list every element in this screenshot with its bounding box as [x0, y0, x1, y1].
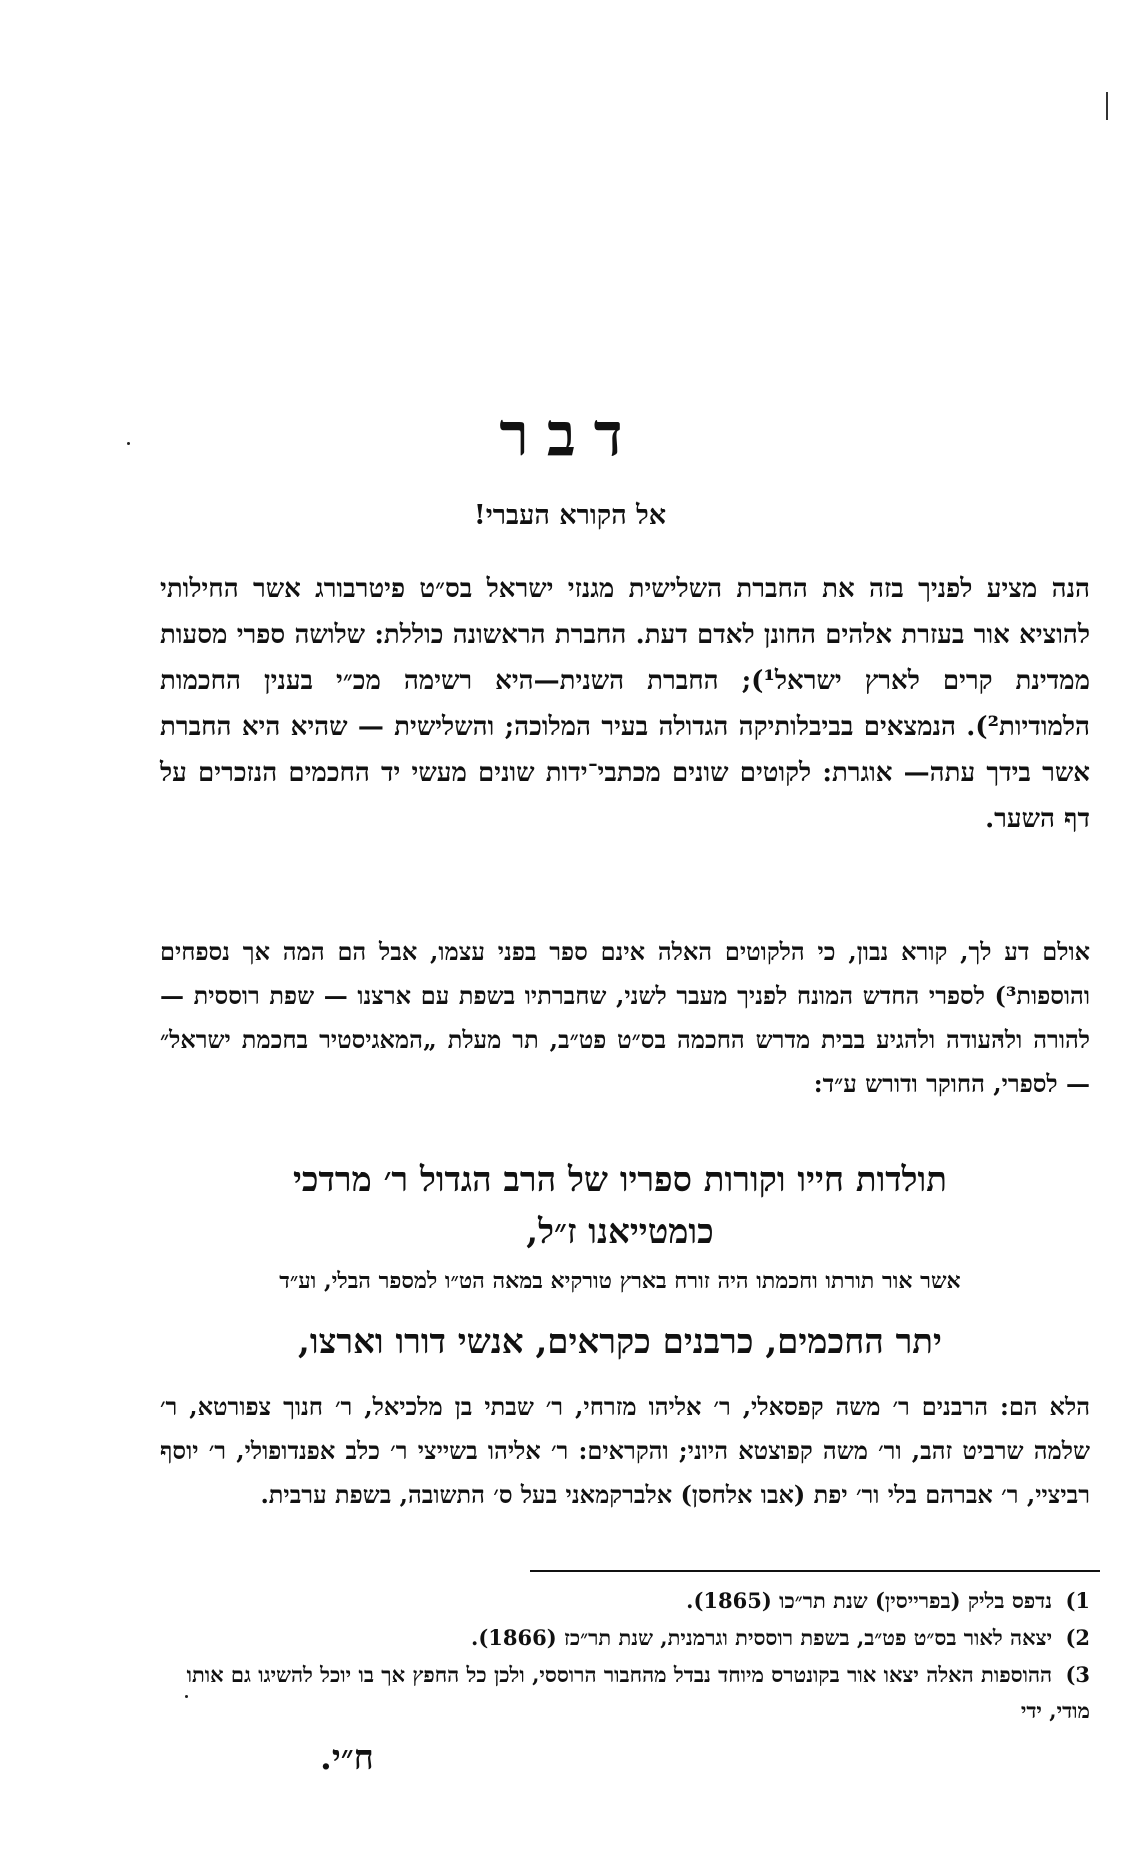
signature: ח״י.: [320, 1738, 374, 1778]
paragraph-1: הנה מציע לפניך בזה את החברת השלישית מגנזי ישראל בס״ט פיטרבורג אשר החילותי להוציא אור בעזרת אלהים החונן לאדם דעת. החברת הראשונה כוללת: שלושה ספרי מסעות ממדינת קרים לארץ ישראל¹); החברת השנית—היא רשימה מכ״י בענין החכמות הלמודיות²). הנמצאים בביבלותיקה הגדולה בעיר המלוכה; והשלישית — שהיא היא החברת אשר בידך עתה— אוגרת: לקוטים שונים מכתבי־ידות שונים מעשי יד החכמים הנזכרים על דף השער.: [160, 574, 1090, 834]
footnote-2: [150, 1620, 1090, 1656]
book-title-line-1: תולדות חייו וקורות ספריו של הרב הגדול ר׳ מרדכי: [292, 1160, 947, 1200]
footnote-text: יצאה לאור בס״ט פט״ב, בשפת רוססית וגרמנית, שנת תר״כז (1866).: [471, 1625, 1053, 1650]
footnote-number: 3): [1065, 1662, 1090, 1687]
footnote-text: ההוספות האלה יצאו אור בקונטרס מיוחד נבדל מהחבור הרוססי, ולכן כל החפץ אך בו יוכל להשיגו גם אותו מודי, ידי: [186, 1662, 1090, 1723]
book-title-line-4: יתר החכמים, כרבנים כקראים, אנשי דורו וארצו,: [298, 1322, 942, 1362]
page-title: דבר: [499, 400, 641, 470]
footnote-number: 2): [1065, 1625, 1090, 1650]
footnote-1: [150, 1583, 1090, 1619]
paragraph-3: הלא הם: הרבנים ר׳ משה קפסאלי, ר׳ אליהו מזרחי, ר׳ שבתי בן מלכיאל, ר׳ חנוך צפורטא, ר׳ שלמה שרביט זהב, ור׳ משה קפוצטא היוני; והקראים: ר׳ אליהו בשייצי ר׳ כלב אפנדופולי, ר׳ יוסף רביציי, ר׳ אברהם בלי ור׳ יפת (אבו אלחסן) אלברקמאני בעל ס׳ התשובה, בשפת ערבית.: [160, 1392, 1090, 1509]
page-subtitle: אל הקורא העברי!: [473, 500, 667, 531]
footnote-3: [150, 1657, 1090, 1729]
paragraph-2: אולם דע לך, קורא נבון, כי הלקוטים האלה אינם ספר בפני עצמו, אבל הם המה אך נספחים והוספות³) לספרי החדש המונח לפניך מעבר לשני, שחברתיו בשפת עם ארצנו — שפת רוססית — להורה ולהעודה ולהגיע בבית מדרש החכמה בס״ט פט״ב, תר מעלת „המאגיסטיר בחכמת ישראל״ — לספרי, החוקר ודורש ע״ד:: [160, 937, 1090, 1098]
margin-mark: [1106, 92, 1108, 120]
book-title-line-2: כומטייאנו ז״ל,: [526, 1212, 714, 1252]
footnote-number: 1): [1065, 1588, 1090, 1613]
footnote-rule: [530, 1570, 1100, 1572]
footnote-text: נדפס בליק (בפרייסין) שנת תר״כו (1865).: [686, 1588, 1053, 1613]
book-title-line-3: אשר אור תורתו וחכמתו היה זורח בארץ טורקיא במאה הט״ו למספר הבלי, וע״ד: [279, 1268, 961, 1294]
